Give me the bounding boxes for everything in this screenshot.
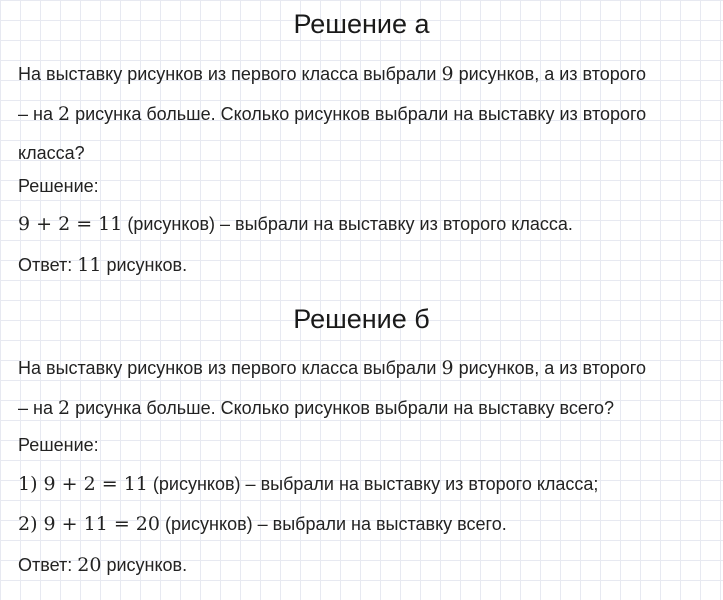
problem-a-text: На выставку рисунков из первого класса выбрали: [18, 64, 442, 84]
problem-b-line-2: [18, 396, 614, 420]
step-explanation: (рисунков) – выбрали на выставку из второго класса.: [122, 214, 573, 234]
solution-b-label: Решение:: [18, 435, 99, 455]
heading-solution-a: Решение а: [293, 9, 430, 39]
problem-b-number: 2: [57, 397, 71, 419]
answer-number: 11: [77, 254, 102, 276]
step-explanation: (рисунков) – выбрали на выставку из второго класса;: [147, 474, 599, 494]
problem-a-number: 2: [57, 103, 71, 125]
problem-a-line-1: [18, 62, 646, 86]
answer-label: Ответ:: [18, 555, 78, 575]
problem-b-text: рисунка больше. Сколько рисунков выбрали на выставку всего?: [70, 398, 615, 418]
step-explanation: (рисунков) – выбрали на выставку всего.: [159, 514, 507, 534]
solution-b-step-1: [18, 472, 598, 496]
problem-b-text: рисунков, а из второго: [453, 358, 646, 378]
answer-unit: рисунков.: [101, 255, 188, 275]
problem-a-text: рисунка больше. Сколько рисунков выбрали на выставку из второго: [70, 104, 647, 124]
solution-a-label: Решение:: [18, 176, 99, 196]
problem-a-line-3: класса?: [18, 143, 85, 163]
problem-b-line-1: [18, 356, 646, 380]
problem-b-text: На выставку рисунков из первого класса выбрали: [18, 358, 442, 378]
problem-b-number: 9: [441, 357, 454, 379]
problem-b-text: – на: [18, 398, 58, 418]
solution-a-step-1: [18, 212, 573, 236]
answer-a: [18, 253, 187, 277]
problem-a-text: рисунков, а из второго: [453, 64, 646, 84]
answer-unit: рисунков.: [101, 555, 188, 575]
solution-b-step-2: [18, 512, 507, 536]
heading-solution-b: Решение б: [293, 304, 430, 334]
equation: 9 + 2 = 11: [18, 213, 123, 235]
answer-label: Ответ:: [18, 255, 78, 275]
equation: 1) 9 + 2 = 11: [18, 473, 148, 495]
answer-b: [18, 553, 187, 577]
problem-a-line-2: [18, 102, 646, 126]
answer-number: 20: [77, 554, 102, 576]
problem-a-text: – на: [18, 104, 58, 124]
problem-a-number: 9: [441, 63, 454, 85]
equation: 2) 9 + 11 = 20: [18, 513, 160, 535]
